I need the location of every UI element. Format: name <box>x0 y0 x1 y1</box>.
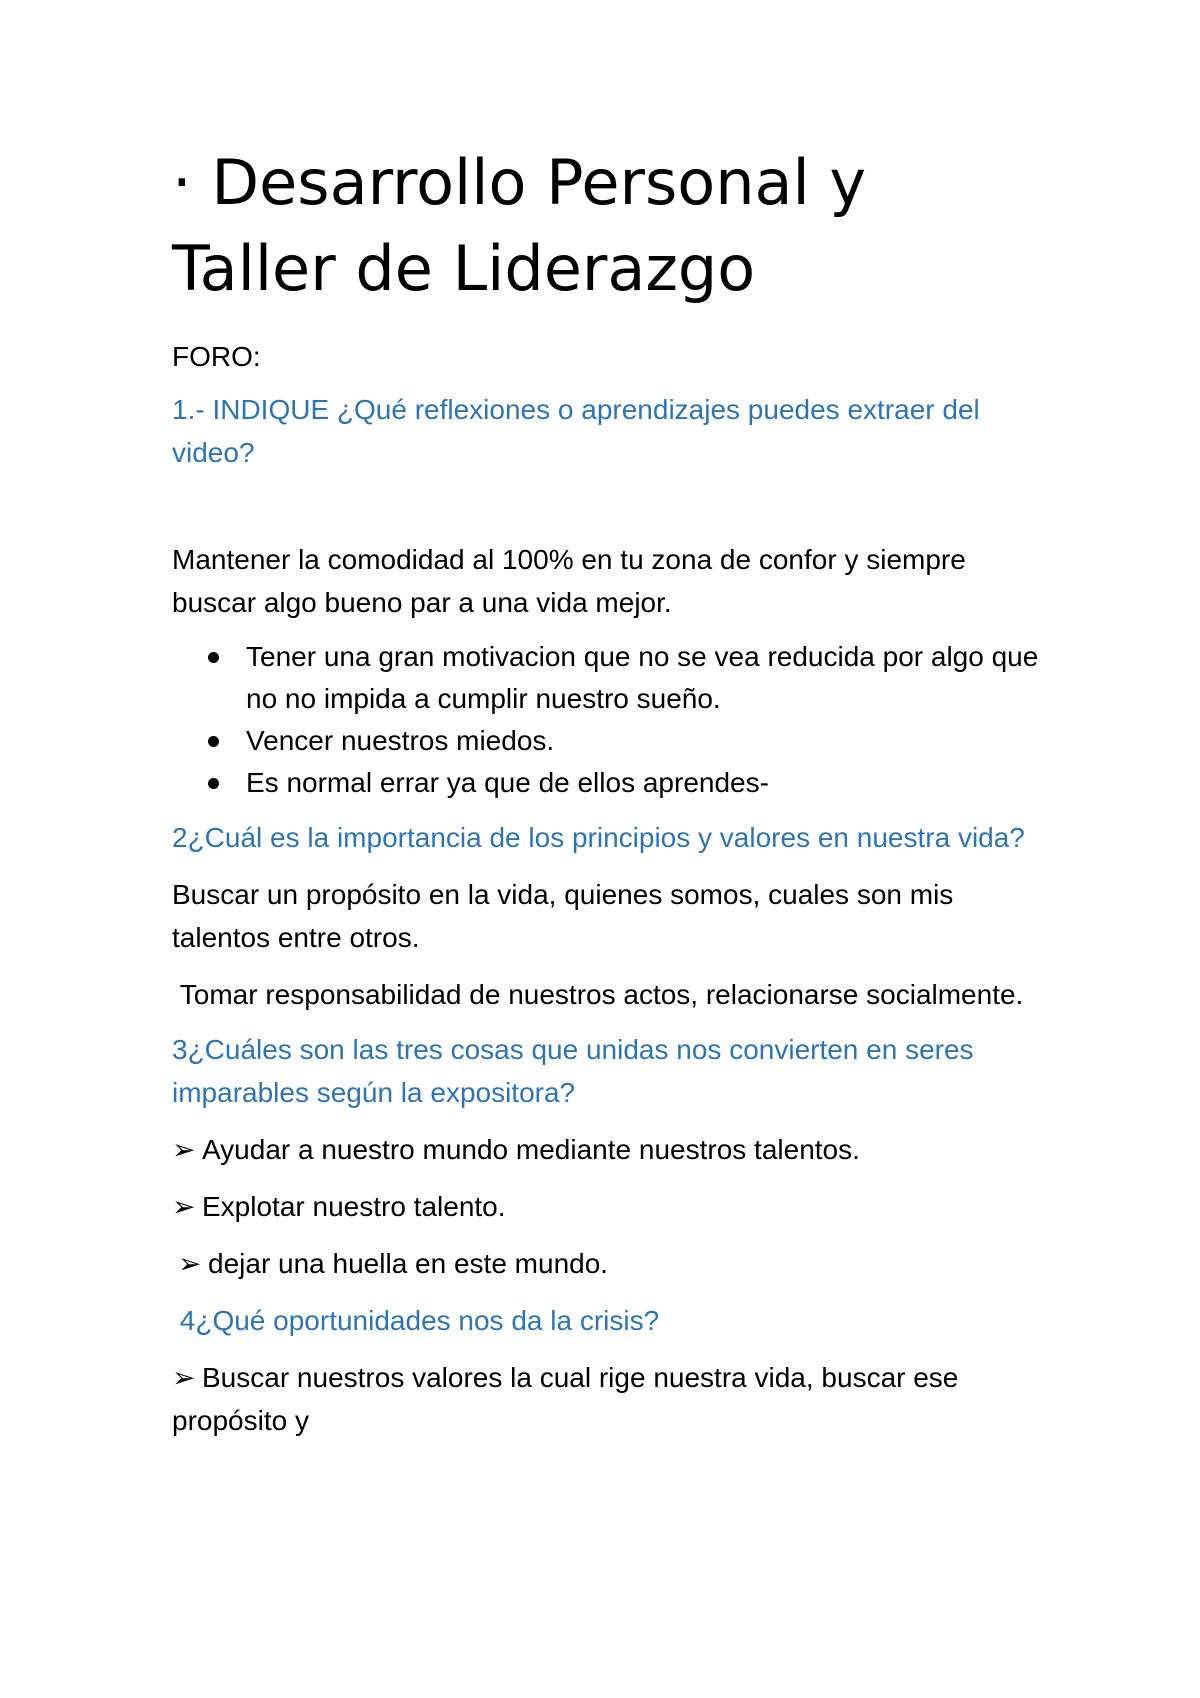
list-item <box>172 720 1052 762</box>
question-3: 3¿Cuáles son las tres cosas que unidas nos convierten en seres imparables según la expositora? <box>172 1034 974 1108</box>
title-line-2: Taller de Liderazgo <box>172 232 756 305</box>
arrow-item-text: Buscar nuestros valores la cual rige nuestra vida, buscar ese propósito y <box>172 1362 959 1436</box>
answer-2-paragraph-2: Tomar responsabilidad de nuestros actos, relacionarse socialmente. <box>172 979 1024 1010</box>
answer-3-item-2 <box>172 1185 1052 1228</box>
arrow-item-text: dejar una huella en este mundo. <box>208 1248 609 1279</box>
bullet-dot-icon <box>208 778 219 789</box>
answer-1-bullet-list <box>172 636 1052 804</box>
list-item <box>172 636 1052 720</box>
answer-3-item-3 <box>172 1242 1052 1285</box>
list-item <box>172 762 1052 804</box>
answer-3-item-1 <box>172 1128 1052 1171</box>
arrow-bullet-icon: ➢ <box>172 1191 196 1222</box>
answer-2-paragraph-1: Buscar un propósito en la vida, quienes somos, cuales son mis talentos entre otros. <box>172 879 954 953</box>
arrow-item-text: Ayudar a nuestro mundo mediante nuestros talentos. <box>202 1134 860 1165</box>
bullet-dot-icon <box>208 736 219 747</box>
answer-1: Mantener la comodidad al 100% en tu zona de confor y siempre buscar algo bueno par a una vida mejor. <box>172 544 966 618</box>
foro-label: FORO: <box>172 341 261 372</box>
document-body <box>172 140 1052 1442</box>
question-4: 4¿Qué oportunidades nos da la crisis? <box>172 1305 660 1336</box>
arrow-bullet-icon: ➢ <box>172 1134 196 1165</box>
question-1: 1.- INDIQUE ¿Qué reflexiones o aprendizajes puedes extraer del video? <box>172 394 980 468</box>
title-line-1: · Desarrollo Personal y <box>172 146 867 219</box>
arrow-bullet-icon: ➢ <box>178 1248 202 1279</box>
bullet-text: Es normal errar ya que de ellos aprendes- <box>246 767 769 798</box>
arrow-bullet-icon: ➢ <box>172 1362 196 1393</box>
document-title <box>172 140 1052 312</box>
bullet-dot-icon <box>208 652 219 663</box>
arrow-item-text: Explotar nuestro talento. <box>202 1191 506 1222</box>
bullet-text: Vencer nuestros miedos. <box>246 725 555 756</box>
question-2: 2¿Cuál es la importancia de los principios y valores en nuestra vida? <box>172 822 1025 853</box>
bullet-text: Tener una gran motivacion que no se vea reducida por algo que no no impida a cumplir nuestro sueño. <box>246 641 1039 714</box>
answer-4-item-1 <box>172 1356 1052 1442</box>
